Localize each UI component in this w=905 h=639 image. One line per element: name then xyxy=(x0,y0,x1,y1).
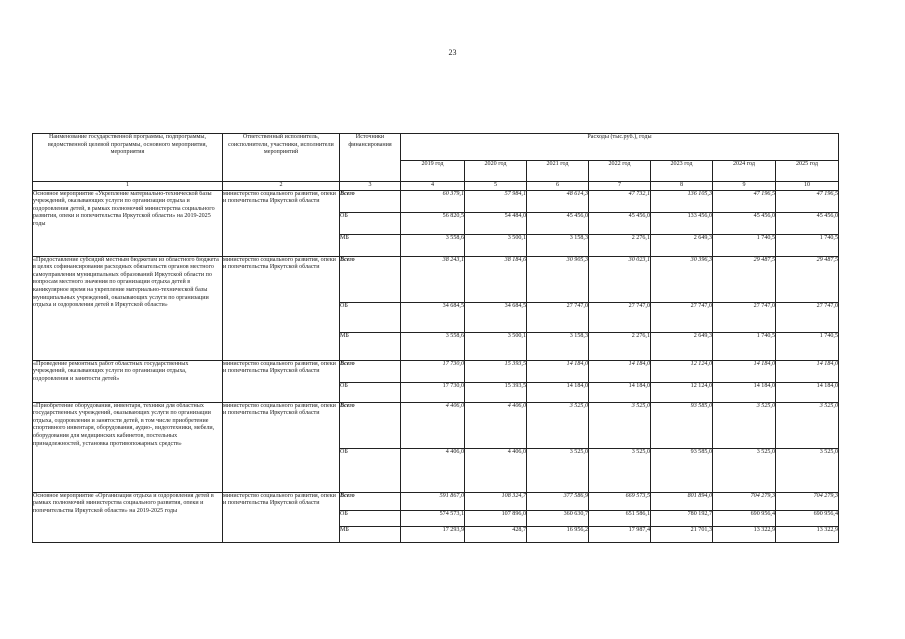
funding-source: МБ xyxy=(340,234,401,256)
column-number: 5 xyxy=(465,182,527,191)
expense-value: 3 500,1 xyxy=(465,234,527,256)
budget-table xyxy=(32,133,839,543)
funding-source: ОБ xyxy=(340,382,401,402)
executor: министерство социального развития, опеки и попечительства Иркутской области xyxy=(223,256,340,360)
expense-value: 38 243,1 xyxy=(401,256,465,302)
header-year: 2022 год xyxy=(589,161,651,182)
expense-value: 45 456,0 xyxy=(527,212,589,234)
header-name: Наименование государственной программы, подпрограммы, ведомственной целевой программы, основного мероприятия, мероприятия xyxy=(33,134,223,182)
header-year: 2021 год xyxy=(527,161,589,182)
expense-value: 1 740,5 xyxy=(713,332,776,360)
funding-source: МБ xyxy=(340,526,401,542)
expense-value: 801 894,0 xyxy=(651,492,713,510)
expense-value: 2 276,1 xyxy=(589,332,651,360)
funding-source: МБ xyxy=(340,332,401,360)
expense-value: 14 184,0 xyxy=(776,382,839,402)
expense-value: 13 322,9 xyxy=(776,526,839,542)
expense-value: 3 158,3 xyxy=(527,234,589,256)
activity-name: Основное мероприятие «Укрепление материально-технической базы учреждений, оказывающих услуги по организации отдыха и оздоровления детей, в рамках полномочий министерства социального развития, опеки и попечительства Иркутской области» на 2019-2025 годы xyxy=(33,190,223,256)
expense-value: 4 406,0 xyxy=(465,448,527,492)
expense-value: 3 525,0 xyxy=(589,402,651,448)
expense-value: 14 184,0 xyxy=(527,360,589,382)
expense-value: 14 184,0 xyxy=(589,382,651,402)
table-row xyxy=(33,402,839,448)
executor: министерство социального развития, опеки и попечительства Иркутской области xyxy=(223,360,340,402)
expense-value: 34 684,5 xyxy=(401,302,465,332)
expense-value: 30 905,3 xyxy=(527,256,589,302)
expense-value: 133 456,0 xyxy=(651,212,713,234)
expense-value: 15 393,5 xyxy=(465,382,527,402)
expense-value: 669 573,5 xyxy=(589,492,651,510)
expense-value: 2 276,1 xyxy=(589,234,651,256)
expense-value: 14 184,0 xyxy=(589,360,651,382)
expense-value: 704 279,3 xyxy=(776,492,839,510)
expense-value: 690 956,4 xyxy=(713,510,776,526)
executor: министерство социального развития, опеки и попечительства Иркутской области xyxy=(223,492,340,542)
expense-value: 29 487,5 xyxy=(713,256,776,302)
expense-value: 56 820,5 xyxy=(401,212,465,234)
expense-value: 57 984,1 xyxy=(465,190,527,212)
expense-value: 60 379,1 xyxy=(401,190,465,212)
expense-value: 47 196,5 xyxy=(713,190,776,212)
expense-value: 3 525,0 xyxy=(713,448,776,492)
expense-value: 3 500,1 xyxy=(465,332,527,360)
expense-value: 780 192,7 xyxy=(651,510,713,526)
activity-name: Основное мероприятие «Организация отдыха и оздоровления детей в рамках полномочий министерства социального развития, опеки и попечительства Иркутской области» на 2019-2025 годы xyxy=(33,492,223,542)
expense-value: 48 614,3 xyxy=(527,190,589,212)
expense-value: 34 684,5 xyxy=(465,302,527,332)
funding-source: Всего xyxy=(340,360,401,382)
expense-value: 4 406,0 xyxy=(401,448,465,492)
expense-value: 14 184,0 xyxy=(776,360,839,382)
expense-value: 1 740,5 xyxy=(776,234,839,256)
header-year: 2025 год xyxy=(776,161,839,182)
expense-value: 14 184,0 xyxy=(527,382,589,402)
header-executor: Ответственный исполнитель, соисполнители, участники, исполнители мероприятий xyxy=(223,134,340,182)
expense-value: 27 747,0 xyxy=(776,302,839,332)
expense-value: 108 324,7 xyxy=(465,492,527,510)
header-year: 2019 год xyxy=(401,161,465,182)
expense-value: 4 406,0 xyxy=(401,402,465,448)
column-number: 7 xyxy=(589,182,651,191)
executor: министерство социального развития, опеки и попечительства Иркутской области xyxy=(223,190,340,256)
expense-value: 1 740,5 xyxy=(713,234,776,256)
expense-value: 3 525,0 xyxy=(527,402,589,448)
column-number: 4 xyxy=(401,182,465,191)
expense-value: 45 456,0 xyxy=(776,212,839,234)
expense-value: 30 023,1 xyxy=(589,256,651,302)
expense-value: 574 573,1 xyxy=(401,510,465,526)
expense-value: 93 585,0 xyxy=(651,402,713,448)
funding-source: Всего xyxy=(340,256,401,302)
funding-source: ОБ xyxy=(340,448,401,492)
funding-source: ОБ xyxy=(340,302,401,332)
expense-value: 15 393,5 xyxy=(465,360,527,382)
table-row xyxy=(33,190,839,212)
expense-value: 27 747,0 xyxy=(589,302,651,332)
expense-value: 93 585,0 xyxy=(651,448,713,492)
expense-value: 136 105,3 xyxy=(651,190,713,212)
expense-value: 377 586,9 xyxy=(527,492,589,510)
expense-value: 4 406,0 xyxy=(465,402,527,448)
expense-value: 3 525,0 xyxy=(589,448,651,492)
expense-value: 17 730,0 xyxy=(401,382,465,402)
expense-value: 17 293,9 xyxy=(401,526,465,542)
expense-value: 3 525,0 xyxy=(776,402,839,448)
table-header xyxy=(33,134,839,191)
funding-source: ОБ xyxy=(340,510,401,526)
expense-value: 17 987,4 xyxy=(589,526,651,542)
expense-value: 14 184,0 xyxy=(713,360,776,382)
expense-value: 21 701,3 xyxy=(651,526,713,542)
expense-value: 27 747,0 xyxy=(527,302,589,332)
expense-value: 3 158,3 xyxy=(527,332,589,360)
header-year: 2023 год xyxy=(651,161,713,182)
table-row xyxy=(33,256,839,302)
column-number: 1 xyxy=(33,182,223,191)
expense-value: 3 525,0 xyxy=(713,402,776,448)
column-number: 9 xyxy=(713,182,776,191)
column-number: 10 xyxy=(776,182,839,191)
funding-source: Всего xyxy=(340,492,401,510)
table-body xyxy=(33,190,839,542)
column-number: 3 xyxy=(340,182,401,191)
table-row xyxy=(33,492,839,510)
funding-source: ОБ xyxy=(340,212,401,234)
header-expenses: Расходы (тыс.руб.), годы xyxy=(401,134,839,161)
column-number: 8 xyxy=(651,182,713,191)
page-number: 23 xyxy=(448,48,457,57)
header-sources: Источники финансирования xyxy=(340,134,401,182)
expense-value: 27 747,0 xyxy=(651,302,713,332)
expense-value: 2 649,3 xyxy=(651,234,713,256)
header-year: 2024 год xyxy=(713,161,776,182)
expense-value: 428,7 xyxy=(465,526,527,542)
expense-value: 47 196,5 xyxy=(776,190,839,212)
funding-source: Всего xyxy=(340,190,401,212)
expense-value: 14 184,0 xyxy=(713,382,776,402)
expense-value: 45 456,0 xyxy=(589,212,651,234)
expense-value: 30 396,3 xyxy=(651,256,713,302)
expense-value: 2 649,3 xyxy=(651,332,713,360)
expense-value: 690 956,4 xyxy=(776,510,839,526)
expense-value: 45 456,0 xyxy=(713,212,776,234)
expense-value: 13 322,9 xyxy=(713,526,776,542)
activity-name: «Приобретение оборудования, инвентаря, техники для областных государственных учреждений, оказывающих услуги по организации отдыха, оздоровления и занятости детей, в том числе приобретение спортивного инвентаря, оборудования, аудио-, видеотехники, мебели, оборудования для медицинских кабинетов, постельных принадлежностей, установка противопожарных средств» xyxy=(33,402,223,492)
expense-value: 3 525,0 xyxy=(776,448,839,492)
expense-value: 704 279,3 xyxy=(713,492,776,510)
expense-value: 12 124,0 xyxy=(651,382,713,402)
expense-value: 3 558,6 xyxy=(401,332,465,360)
expense-value: 107 896,0 xyxy=(465,510,527,526)
header-year: 2020 год xyxy=(465,161,527,182)
expense-value: 3 558,6 xyxy=(401,234,465,256)
activity-name: «Предоставление субсидий местным бюджетам из областного бюджета в целях софинансирования расходных обязательств органов местного самоуправления муниципальных образований Иркутской области по вопросам местного значения по организации отдыха детей в каникулярное время на укрепление материально-технической базы муниципальных учреждений, оказывающих услуги по организации отдыха и оздоровления детей в Иркутской области» xyxy=(33,256,223,360)
funding-source: Всего xyxy=(340,402,401,448)
expense-value: 54 484,0 xyxy=(465,212,527,234)
expense-value: 651 586,1 xyxy=(589,510,651,526)
column-number: 6 xyxy=(527,182,589,191)
executor: министерство социального развития, опеки и попечительства Иркутской области xyxy=(223,402,340,492)
expense-value: 16 956,2 xyxy=(527,526,589,542)
expense-value: 3 525,0 xyxy=(527,448,589,492)
column-number: 2 xyxy=(223,182,340,191)
expense-value: 17 730,0 xyxy=(401,360,465,382)
table-row xyxy=(33,360,839,382)
activity-name: «Проведение ремонтных работ областных государственных учреждений, оказывающих услуги по организации отдыха, оздоровления и занятости детей» xyxy=(33,360,223,402)
expense-value: 1 740,5 xyxy=(776,332,839,360)
expense-value: 38 184,6 xyxy=(465,256,527,302)
expense-value: 27 747,0 xyxy=(713,302,776,332)
expense-value: 591 867,0 xyxy=(401,492,465,510)
expense-value: 47 732,1 xyxy=(589,190,651,212)
expense-value: 12 124,0 xyxy=(651,360,713,382)
expense-value: 29 487,5 xyxy=(776,256,839,302)
expense-value: 360 630,7 xyxy=(527,510,589,526)
